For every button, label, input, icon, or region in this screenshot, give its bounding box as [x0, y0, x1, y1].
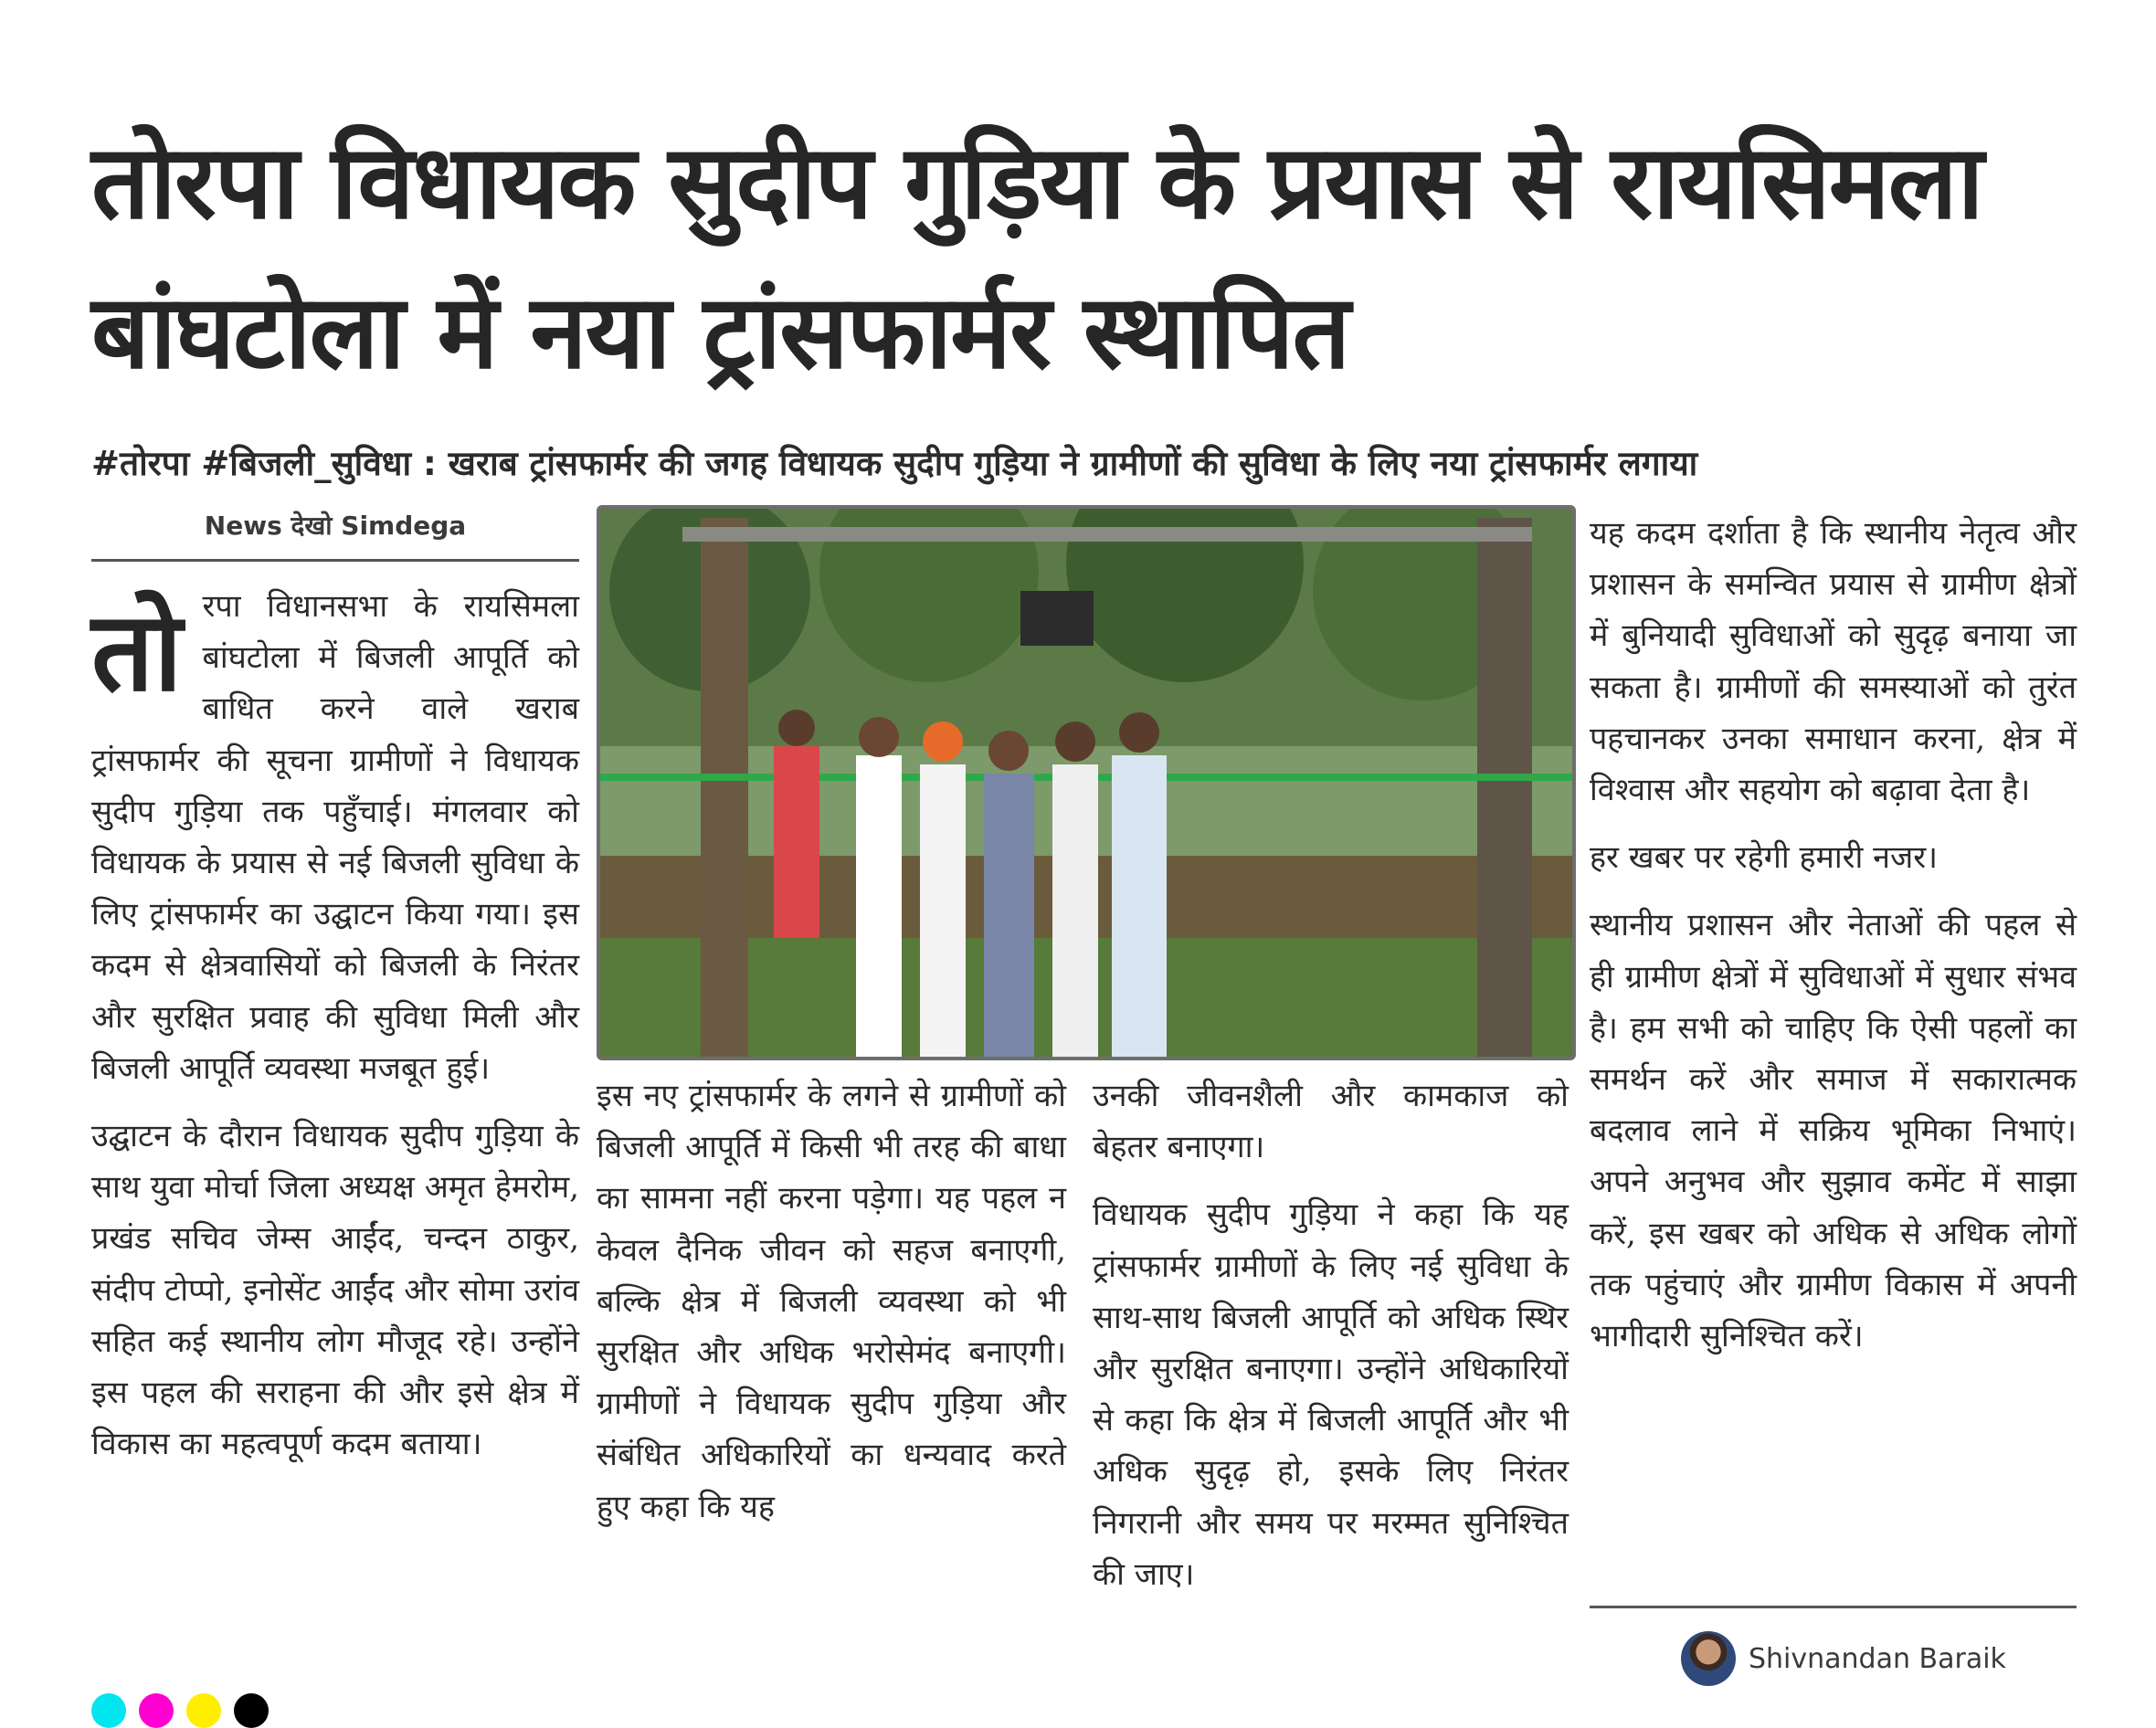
- headline-line-2: बांघटोला में नया ट्रांसफार्मर स्थापित: [91, 273, 1349, 392]
- paragraph: यह कदम दर्शाता है कि स्थानीय नेतृत्व और प्रशासन के समन्वित प्रयास से ग्रामीण क्षेत्रों में बुनियादी सुविधाओं को सुदृढ़ बनाया जा सकता है। ग्रामीणों की समस्याओं को तुरंत पहचानकर उनका समाधान करना, क्षेत्र में विश्वास और सहयोग को बढ़ावा देता है।: [1590, 515, 2077, 809]
- cyan-swatch: [91, 1693, 126, 1728]
- black-swatch: [234, 1693, 269, 1728]
- news-photo: [597, 505, 1576, 1060]
- headline: [91, 108, 2083, 407]
- article-column-4: [1590, 508, 2077, 1378]
- paragraph-text: रपा विधानसभा के रायसिमला बांघटोला में बिजली आपूर्ति को बाधित करने वाले खराब ट्रांसफार्मर की सूचना ग्रामीणों ने विधायक सुदीप गुड़िया तक पहुँचाई। मंगलवार को विधायक के प्रयास से नई बिजली सुविधा के लिए ट्रांसफार्मर का उद्घाटन किया गया। इस कदम से क्षेत्रवासियों को बिजली के निरंतर और सुरक्षित प्रवाह की सुविधा मिली और बिजली आपूर्ति व्यवस्था मजबूत हुई।: [91, 588, 579, 1087]
- yellow-swatch: [186, 1693, 221, 1728]
- drop-cap: तो: [91, 589, 183, 716]
- article-column-3: [1093, 1070, 1569, 1617]
- subheadline: #तोरपा #बिजली_सुविधा : खराब ट्रांसफार्मर की जगह विधायक सुदीप गुड़िया ने ग्रामीणों की सुविधा के लिए नया ट्रांसफार्मर लगाया: [91, 444, 1698, 483]
- article-column-2: [597, 1070, 1066, 1549]
- author-divider: [1590, 1606, 2077, 1608]
- headline-line-1: तोरपा विधायक सुदीप गुड़िया के प्रयास से रायसिमला: [91, 123, 1982, 242]
- article-column-1: [91, 581, 579, 1486]
- paragraph: हर खबर पर रहेगी हमारी नजर।: [1590, 839, 1939, 877]
- paragraph: [91, 581, 579, 1094]
- paragraph: इस नए ट्रांसफार्मर के लगने से ग्रामीणों को बिजली आपूर्ति में किसी भी तरह की बाधा का सामना नहीं करना पड़ेगा। यह पहल न केवल दैनिक जीवन को सहज बनाएगी, बल्कि क्षेत्र में बिजली व्यवस्था को भी सुरक्षित और अधिक भरोसेमंद बनाएगी। ग्रामीणों ने विधायक सुदीप गुड़िया और संबंधित अधिकारियों का धन्यवाद करते हुए कहा कि यह: [597, 1078, 1066, 1525]
- paragraph: उद्घाटन के दौरान विधायक सुदीप गुड़िया के साथ युवा मोर्चा जिला अध्यक्ष अमृत हेमरोम, प्रखंड सचिव जेम्स आईंद, चन्दन ठाकुर, संदीप टोप्पो, इनोसेंट आईंद और सोमा उरांव सहित कई स्थानीय लोग मौजूद रहे। उन्होंने इस पहल की सराहना की और इसे क्षेत्र में विकास का महत्वपूर्ण कदम बताया।: [91, 1118, 579, 1463]
- ribbon-cutting-photo-illustration: [600, 509, 1572, 1057]
- color-registration-marks: [91, 1693, 269, 1728]
- paragraph: उनकी जीवनशैली और कामकाज को बेहतर बनाएगा।: [1093, 1078, 1569, 1166]
- avatar: [1681, 1631, 1736, 1686]
- magenta-swatch: [139, 1693, 174, 1728]
- paragraph: विधायक सुदीप गुड़िया ने कहा कि यह ट्रांसफार्मर ग्रामीणों के लिए नई सुविधा के साथ-साथ बिजली आपूर्ति को अधिक स्थिर और सुरक्षित बनाएगा। उन्होंने अधिकारियों से कहा कि क्षेत्र में बिजली आपूर्ति और भी अधिक सुदृढ़ हो, इसके लिए निरंतर निगरानी और समय पर मरम्मत सुनिश्चित की जाए।: [1093, 1196, 1569, 1593]
- author-name: Shivnandan Baraik: [1749, 1642, 2006, 1675]
- byline: News देखो Simdega: [91, 508, 579, 562]
- author-credit: [1681, 1631, 2006, 1686]
- paragraph: स्थानीय प्रशासन और नेताओं की पहल से ही ग्रामीण क्षेत्रों में सुविधाओं में सुधार संभव है। हम सभी को चाहिए कि ऐसी पहलों का समर्थन करें और समाज में सकारात्मक बदलाव लाने में सक्रिय भूमिका निभाएं। अपने अनुभव और सुझाव कमेंट में साझा करें, इस खबर को अधिक से अधिक लोगों तक पहुंचाएं और ग्रामीण विकास में अपनी भागीदारी सुनिश्चित करें।: [1590, 907, 2077, 1355]
